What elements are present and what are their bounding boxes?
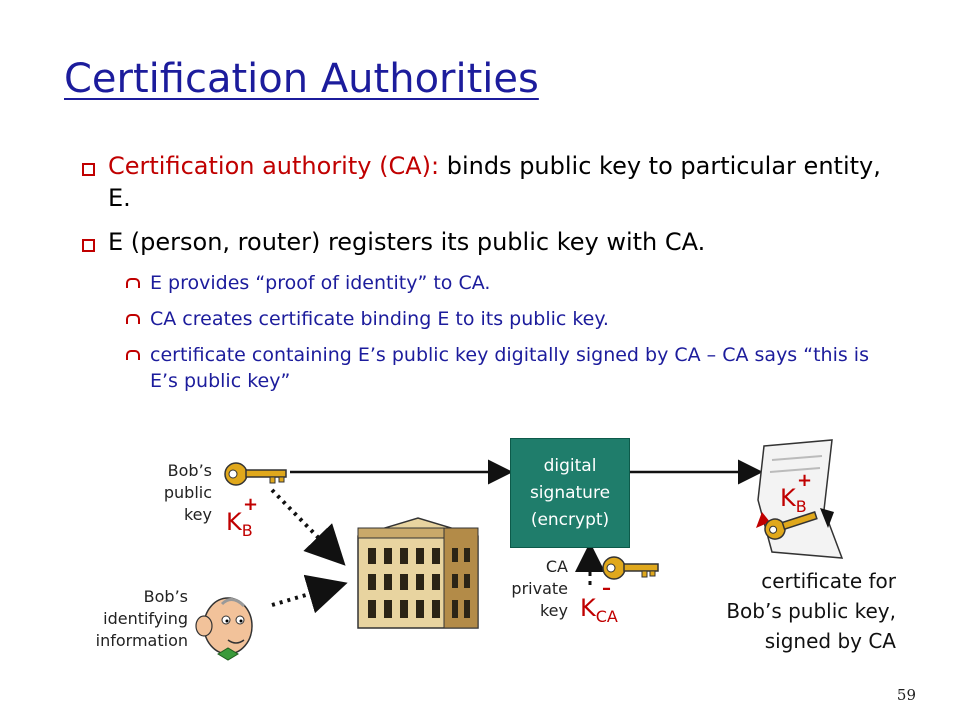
bob-face-icon [196,598,252,660]
key-letter: K [580,594,596,622]
key-letter: K [780,484,796,512]
label-line: Bob’s [167,461,212,480]
key-sign: + [797,470,813,491]
ca-private-key-label [486,556,568,622]
key-subscript: B [241,520,253,540]
kb-plus-symbol [226,494,259,540]
private-key-icon [603,557,658,579]
key-letter: K [226,508,242,536]
box-line: digital [543,455,597,476]
public-key-icon [225,463,286,485]
certificate-kb-symbol [780,470,813,516]
subbullet-signed: certificate containing E’s public key digitally signed by CA – CA says “this is E’s public key” [80,342,900,394]
registration-text: E (person, router) registers its public key with CA. [108,228,706,256]
subbullet-create: CA creates certificate binding E to its public key. [80,306,900,332]
caption-line: signed by CA [764,629,896,653]
page-number: 59 [896,686,916,704]
label-line: Bob’s [143,587,188,606]
label-line: CA [545,557,568,576]
label-line: key [183,505,212,524]
key-subscript: CA [595,606,618,626]
subbullet-proof: E provides “proof of identity” to CA. [80,270,900,296]
ca-definition-text: binds public key to particular entity, E. [108,152,881,212]
certificate-caption [726,566,896,656]
key-subscript: B [795,496,807,516]
box-line: signature [529,482,611,503]
box-line: (encrypt) [530,509,610,530]
dotted-arrow-key-to-ca [272,490,340,560]
bob-public-key-label [130,460,212,526]
label-line: information [95,631,188,650]
slide-title: Certification Authorities [64,56,539,102]
label-line: key [539,601,568,620]
dotted-arrow-id-to-ca [272,585,340,605]
ca-term: Certification authority (CA): [108,152,440,180]
kca-minus-symbol [580,578,618,626]
caption-line: Bob’s public key, [726,599,896,623]
bob-identifying-label [60,586,188,652]
key-sign: + [243,494,259,515]
label-line: identifying [103,609,188,628]
ca-building-icon [358,518,478,628]
caption-line: certificate for [761,569,896,593]
label-line: public [163,483,212,502]
label-line: private [511,579,568,598]
key-sign: – [602,578,611,599]
digital-signature-box [510,438,630,548]
